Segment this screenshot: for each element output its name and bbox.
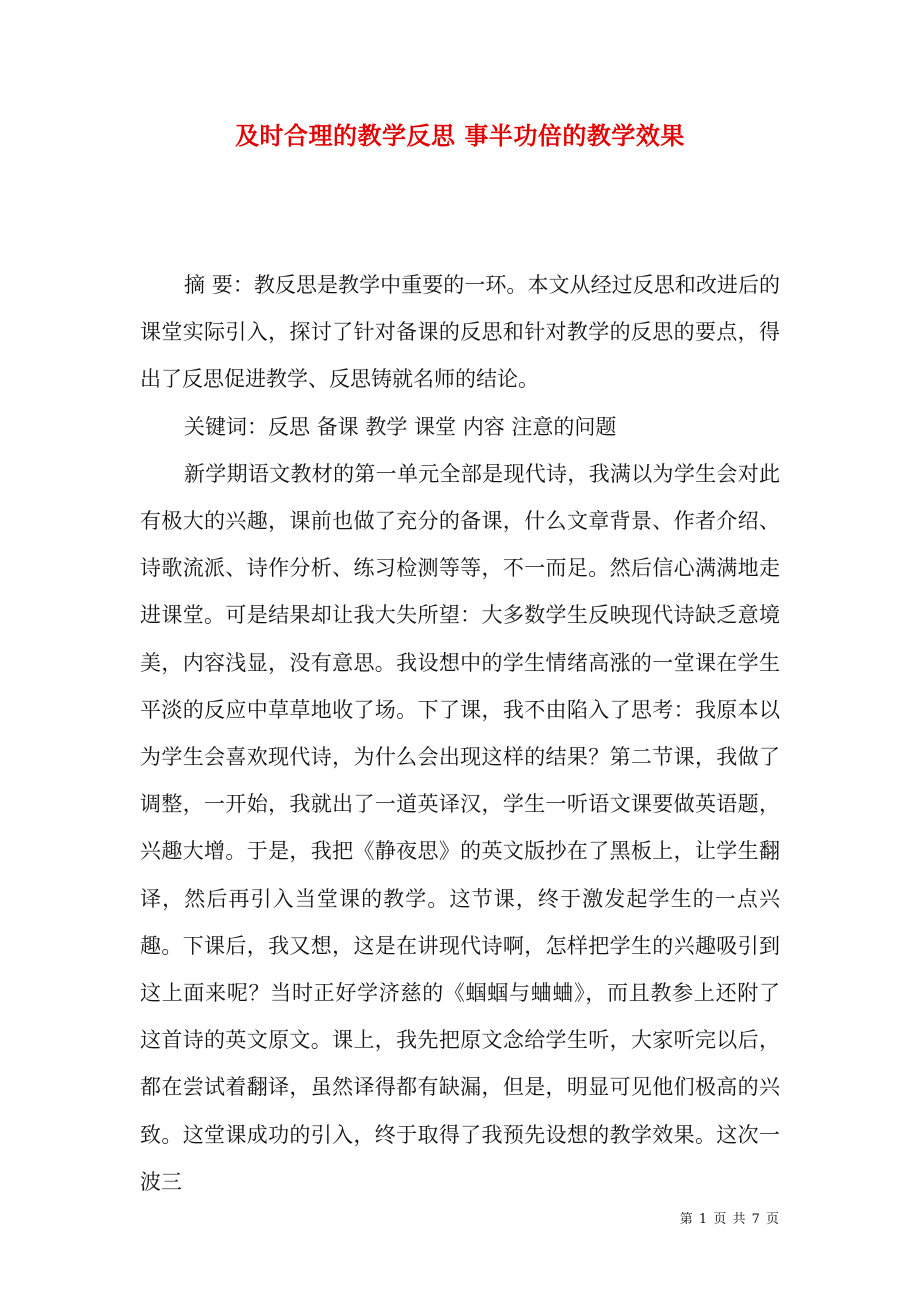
page-number (680, 1208, 780, 1227)
body-paragraph: 新学期语文教材的第一单元全部是现代诗，我满以为学生会对此有极大的兴趣，课前也做了充分的备课，什么文章背景、作者介绍、诗歌流派、诗作分析、练习检测等等，不一而足。然后信心满满地走进课堂。可是结果却让我大失所望：大多数学生反映现代诗缺乏意境美，内容浅显，没有意思。我设想中的学生情绪高涨的一堂课在学生平淡的反应中草草地收了场。下了课，我不由陷入了思考：我原本以为学生会喜欢现代诗，为什么会出现这样的结果？第二节课，我做了调整，一开始，我就出了一道英译汉，学生一听语文课要做英语题，兴趣大增。于是，我把《静夜思》的英文版抄在了黑板上，让学生翻译，然后再引入当堂课的教学。这节课，终于激发起学生的一点兴趣。下课后，我又想，这是在讲现代诗啊，怎样把学生的兴趣吸引到这上面来呢？当时正好学济慈的《蝈蝈与蛐蛐》，而且教参上还附了这首诗的英文原文。课上，我先把原文念给学生听，大家听完以后，都在尝试着翻译，虽然译得都有缺漏，但是，明显可见他们极高的兴致。这堂课成功的引入，终于取得了我预先设想的教学效果。这次一波三 (140, 461, 780, 1194)
document-body (140, 262, 780, 1206)
document-title: 及时合理的教学反思 事半功倍的教学效果 (235, 121, 685, 150)
abstract-paragraph: 摘 要：教反思是教学中重要的一环。本文从经过反思和改进后的课堂实际引入，探讨了针对备课的反思和针对教学的反思的要点，得出了反思促进教学、反思铸就名师的结论。 (140, 273, 780, 392)
keywords-paragraph: 关键词：反思 备课 教学 课堂 内容 注意的问题 (184, 414, 617, 439)
page-number-label: 第 1 页 共 7 页 (679, 1212, 780, 1227)
